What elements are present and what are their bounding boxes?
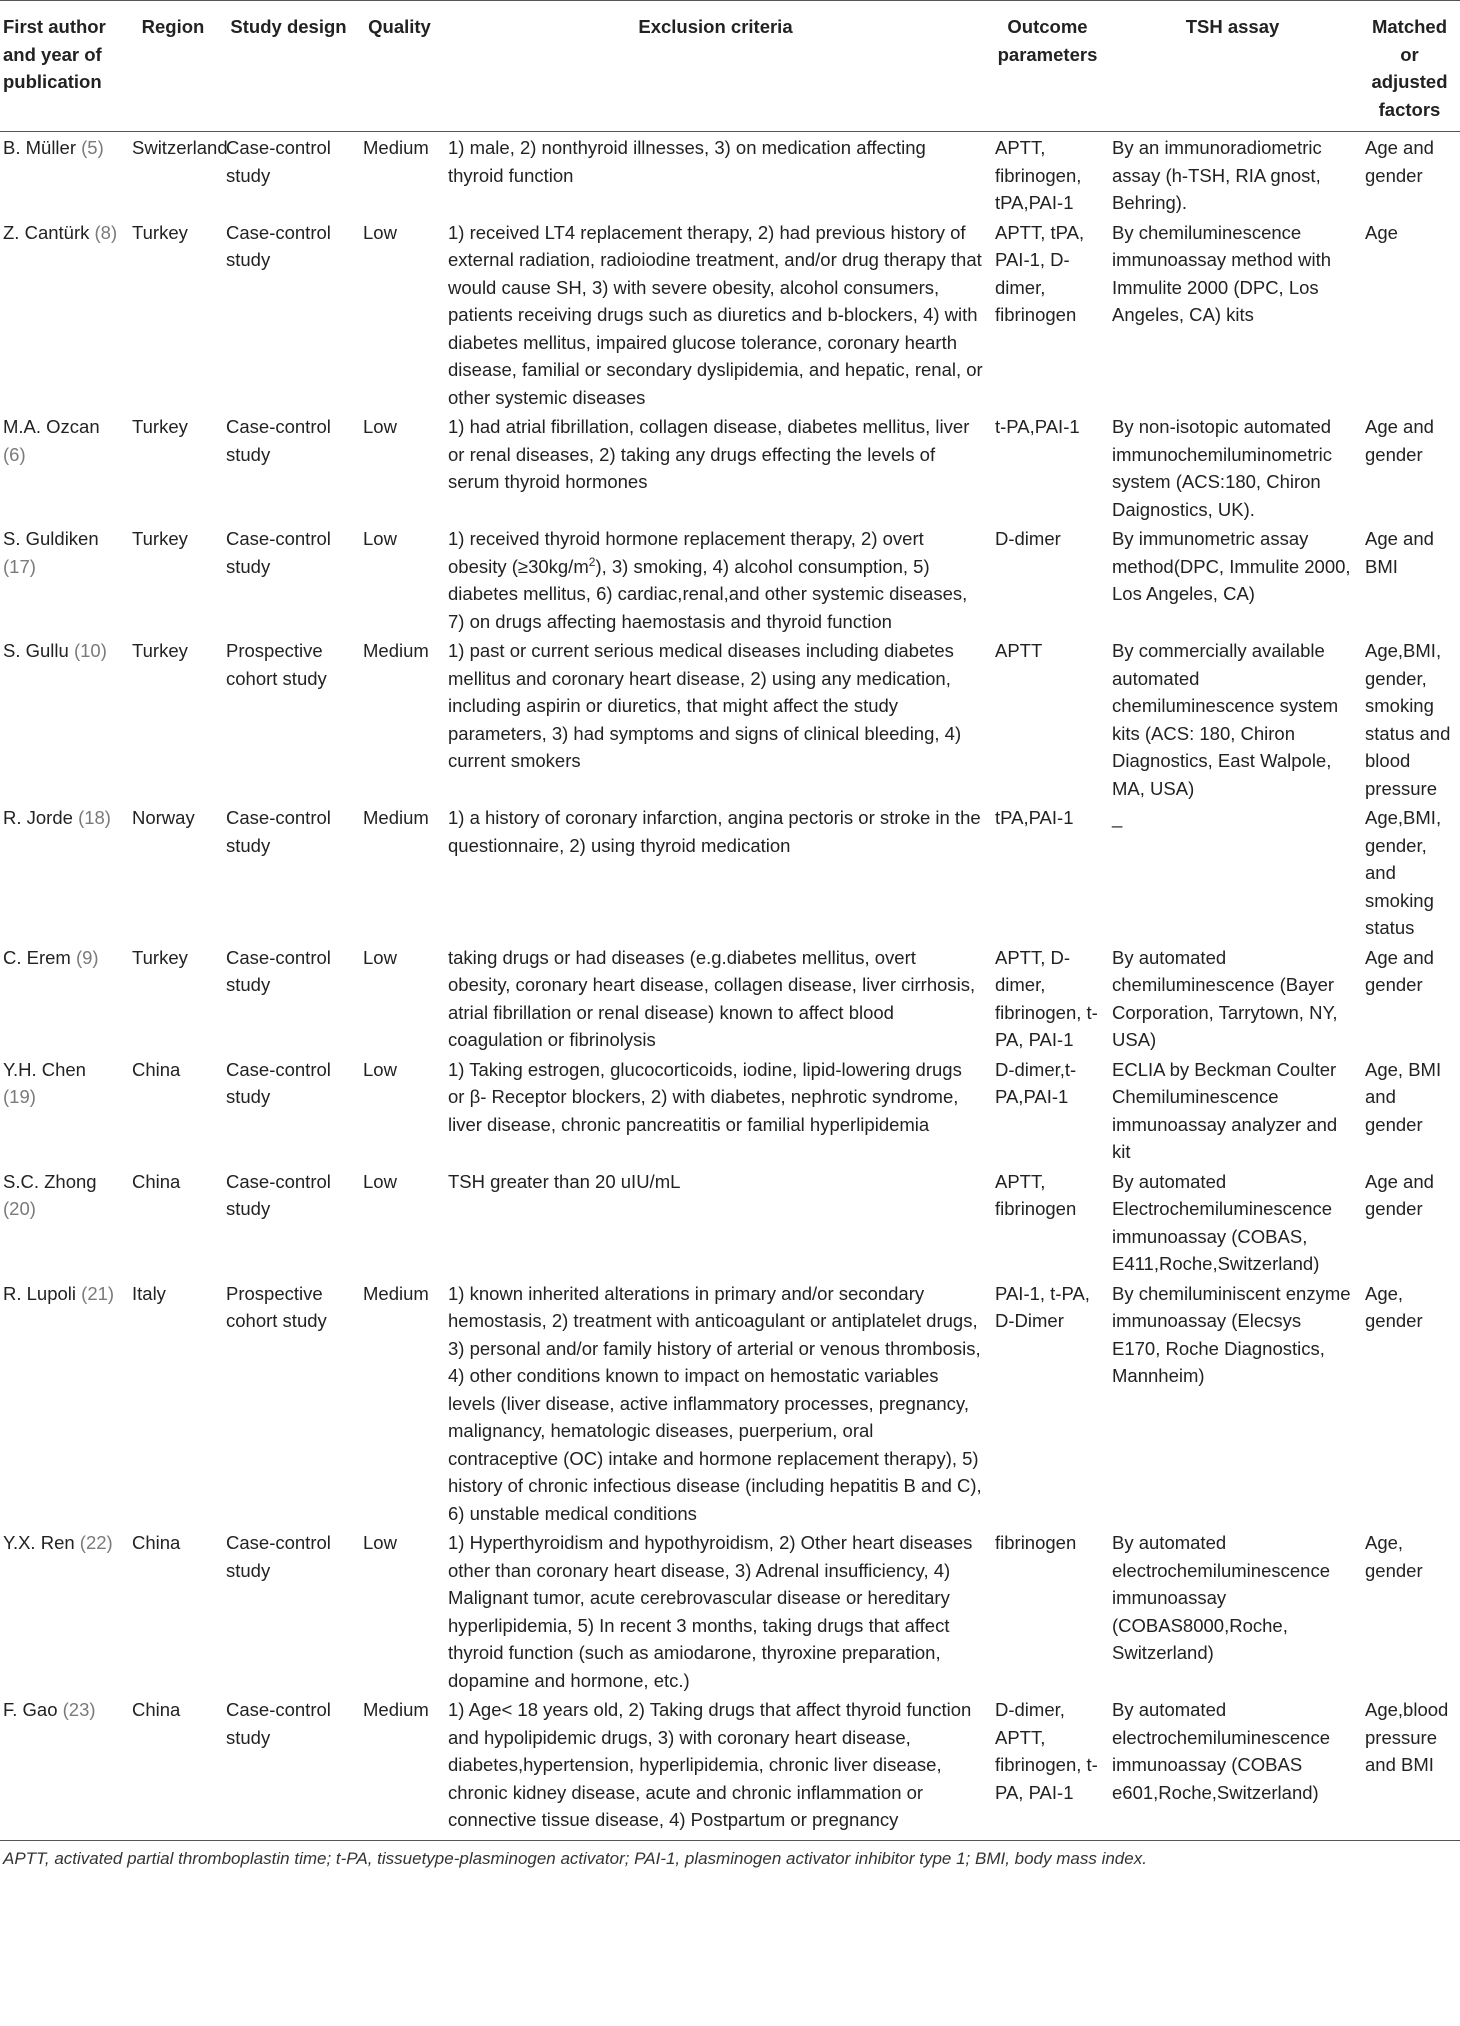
design-cell: Prospective cohort study (226, 1282, 327, 1331)
region-cell: Turkey (132, 416, 188, 437)
design-cell: Case-control study (226, 946, 331, 995)
quality-cell: Medium (363, 640, 429, 661)
reference-link[interactable]: (20) (3, 1198, 36, 1219)
header-author: First author and year of publication (3, 16, 106, 92)
region-cell: Turkey (132, 221, 188, 243)
outcome-cell: APTT, fibrinogen, tPA,PAI-1 (995, 137, 1082, 213)
table-row (0, 1694, 1460, 1840)
quality-cell: Low (363, 528, 397, 549)
author-name: Y.H. Chen (3, 1058, 86, 1080)
reference-link[interactable]: (9) (75, 946, 99, 968)
header-outcome: Outcome parameters (997, 16, 1098, 65)
reference-link[interactable]: (5) (81, 137, 104, 158)
author-cell (0, 132, 126, 217)
author-name: M.A. Ozcan (3, 416, 100, 437)
exclusion-cell: 1) received LT4 replacement therapy, 2) had previous history of external radiation, radioiodine treatment, and/or drug therapy that would cause SH, 3) with severe obesity, alcohol consumers, patients receiving drugs such as diuretics and b-blockers, 4) with diabetes mellitus, impaired glucose tolerance, coronary hearth disease, familial or secondary dyslipidemia, and hepatic, renal, or other systemic diseases (448, 221, 983, 408)
region-cell: Turkey (132, 946, 188, 968)
quality-cell: Low (363, 946, 397, 968)
header-tsh: TSH assay (1185, 16, 1280, 37)
reference-link[interactable]: (21) (81, 1282, 115, 1304)
author-name: F. Gao (3, 1699, 58, 1720)
reference-link[interactable]: (10) (73, 640, 107, 661)
table-footnote: APTT, activated partial thromboplastin time; t-PA, tissuetype-plasminogen activator; PAI-1, plasminogen activator inhibitor type 1; BMI, body mass index. (3, 1848, 1147, 1868)
design-cell: Case-control study (226, 137, 331, 186)
author-cell (0, 1527, 126, 1694)
author-name: S. Gullu (3, 640, 69, 661)
region-cell: China (132, 1058, 181, 1080)
matched-cell: Age, gender (1365, 1532, 1423, 1581)
design-cell: Case-control study (226, 1699, 331, 1748)
quality-cell: Low (363, 416, 397, 437)
exclusion-cell: 1) Age< 18 years old, 2) Taking drugs that affect thyroid function and hypolipidemic drugs, 3) with coronary heart disease, diabetes,hypertension, hyperlipidemia, chronic liver disease, chronic kidney disease, acute and chronic inflammation or connective tissue disease, 4) Postpartum or pregnancy (448, 1699, 972, 1830)
table-row (0, 1054, 1460, 1166)
exclusion-cell: TSH greater than 20 uIU/mL (448, 1170, 681, 1192)
outcome-cell: D-dimer (995, 528, 1061, 549)
table-row (0, 1527, 1460, 1694)
exclusion-cell: 1) Hyperthyroidism and hypothyroidism, 2) Other heart diseases other than coronary heart disease, 3) Adrenal insufficiency, 4) Malignant tumor, acute cerebrovascular disease or hereditary hyperlipidemia, 5) In recent 3 months, taking drugs that affect thyroid function (such as amiodarone, thyroxine preparation, dopamine and hormone, etc.) (448, 1532, 973, 1691)
tsh-cell: By automated chemiluminescence (Bayer Corporation, Tarrytown, NY, USA) (1112, 946, 1338, 1050)
table-row (0, 411, 1460, 523)
matched-cell: Age, BMI and gender (1365, 1058, 1442, 1135)
outcome-cell: t-PA,PAI-1 (995, 416, 1080, 437)
header-exclusion: Exclusion criteria (638, 16, 793, 37)
matched-cell: Age,BMI, gender, and smoking status (1365, 807, 1442, 938)
outcome-cell: APTT (995, 640, 1043, 661)
design-cell: Case-control study (226, 416, 331, 465)
table-row (0, 132, 1460, 217)
table-row (0, 802, 1460, 942)
author-cell (0, 1694, 126, 1840)
author-name: S. Guldiken (3, 528, 99, 549)
matched-cell: Age and gender (1365, 946, 1434, 995)
author-cell (0, 523, 126, 635)
tsh-cell: By automated electrochemiluminescence immunoassay (COBAS e601,Roche,Switzerland) (1112, 1699, 1330, 1803)
author-cell (0, 635, 126, 802)
author-cell (0, 411, 126, 523)
region-cell: Norway (132, 807, 195, 828)
header-row (0, 1, 1460, 132)
reference-link[interactable]: (17) (3, 555, 36, 577)
matched-cell: Age and gender (1365, 137, 1434, 186)
outcome-cell: fibrinogen (995, 1532, 1077, 1553)
reference-link[interactable]: (23) (62, 1699, 96, 1720)
region-cell: Turkey (132, 528, 188, 549)
region-cell: Italy (132, 1282, 166, 1304)
quality-cell: Low (363, 221, 397, 243)
region-cell: China (132, 1170, 181, 1192)
tsh-cell: By chemiluminescence immunoassay method with Immulite 2000 (DPC, Los Angeles, CA) kits (1112, 221, 1332, 325)
exclusion-cell: 1) known inherited alterations in primary and/or secondary hemostasis, 2) treatment with anticoagulant or antiplatelet drugs, 3) personal and/or family history of arterial or venous thrombosis, 4) other conditions known to impact on hemostatic variables levels (liver disease, active inflammatory processes, pregnancy, malignancy, hematologic diseases, puerperium, oral contraceptive (OC) intake and hormone replacement therapy), 5) history of chronic infectious disease (including hepatitis B and C), 6) unstable medical conditions (448, 1282, 982, 1524)
design-cell: Prospective cohort study (226, 640, 327, 689)
reference-link[interactable]: (22) (79, 1532, 113, 1553)
table-row (0, 523, 1460, 635)
exclusion-cell: taking drugs or had diseases (e.g.diabetes mellitus, overt obesity, coronary heart disease, collagen disease, liver cirrhosis, atrial fibrillation or renal disease) known to affect blood coagulation or fibrinolysis (448, 946, 976, 1050)
quality-cell: Low (363, 1532, 397, 1553)
tsh-cell: By non-isotopic automated immunochemiluminometric system (ACS:180, Chiron Daignostics, UK). (1112, 416, 1333, 520)
header-matched: Matched or adjusted factors (1371, 16, 1448, 120)
matched-cell: Age,BMI, gender, smoking status and blood pressure (1365, 640, 1451, 799)
author-name: S.C. Zhong (3, 1170, 97, 1192)
outcome-cell: APTT, D-dimer, fibrinogen, t-PA, PAI-1 (995, 946, 1098, 1050)
reference-link[interactable]: (18) (78, 807, 111, 828)
tsh-cell: By commercially available automated chemiluminescence system kits (ACS: 180, Chiron Diagnostics, East Walpole, MA, USA) (1112, 640, 1339, 799)
author-cell (0, 1166, 126, 1278)
outcome-cell: D-dimer, APTT, fibrinogen, t-PA, PAI-1 (995, 1699, 1098, 1803)
design-cell: Case-control study (226, 1532, 331, 1581)
outcome-cell: D-dimer,t-PA,PAI-1 (995, 1058, 1077, 1107)
quality-cell: Medium (363, 1282, 429, 1304)
design-cell: Case-control study (226, 528, 331, 577)
tsh-cell: _ (1112, 807, 1123, 828)
design-cell: Case-control study (226, 221, 331, 270)
matched-cell: Age and gender (1365, 1170, 1434, 1219)
region-cell: China (132, 1699, 181, 1720)
author-name: R. Jorde (3, 807, 73, 828)
table-row (0, 942, 1460, 1054)
outcome-cell: tPA,PAI-1 (995, 807, 1074, 828)
tsh-cell: By automated electrochemiluminescence immunoassay (COBAS8000,Roche, Switzerland) (1112, 1532, 1330, 1663)
tsh-cell: By automated Electrochemiluminescence immunoassay (COBAS, E411,Roche,Switzerland) (1112, 1170, 1333, 1274)
author-cell (0, 942, 126, 1054)
exclusion-text-part: ), 3) smoking, 4) alcohol consumption, 5) diabetes mellitus, 6) cardiac,renal,and other systemic diseases, 7) on drugs affecting haemostasis and thyroid function (448, 555, 968, 632)
author-name: R. Lupoli (3, 1282, 77, 1304)
quality-cell: Low (363, 1058, 397, 1080)
quality-cell: Medium (363, 807, 429, 828)
outcome-cell: APTT, tPA, PAI-1, D-dimer, fibrinogen (995, 221, 1085, 325)
quality-cell: Medium (363, 137, 429, 158)
tsh-cell: By an immunoradiometric assay (h-TSH, RIA gnost, Behring). (1112, 137, 1322, 213)
design-cell: Case-control study (226, 807, 331, 856)
reference-link[interactable]: (8) (94, 221, 118, 243)
region-cell: China (132, 1532, 181, 1553)
matched-cell: Age and gender (1365, 416, 1434, 465)
region-cell: Turkey (132, 640, 188, 661)
exclusion-cell (442, 523, 989, 635)
author-name: Y.X. Ren (3, 1532, 75, 1553)
matched-cell: Age (1365, 221, 1398, 243)
author-cell (0, 217, 126, 412)
table-row (0, 217, 1460, 412)
superscript: 2 (588, 554, 596, 569)
tsh-cell: By chemiluminiscent enzyme immunoassay (Elecsys E170, Roche Diagnostics, Mannheim) (1112, 1282, 1351, 1386)
tsh-cell: By immunometric assay method(DPC, Immulite 2000, Los Angeles, CA) (1112, 528, 1351, 604)
design-cell: Case-control study (226, 1058, 331, 1107)
reference-link[interactable]: (19) (3, 1086, 36, 1107)
exclusion-text-part: 1) received thyroid hormone replacement therapy, 2) overt obesity (≥30kg/m (448, 528, 924, 577)
tsh-cell: ECLIA by Beckman Coulter Chemiluminescence immunoassay analyzer and kit (1112, 1058, 1338, 1162)
outcome-cell: APTT, fibrinogen (995, 1170, 1077, 1219)
matched-cell: Age and BMI (1365, 528, 1434, 577)
author-cell (0, 802, 126, 942)
header-region: Region (141, 16, 205, 37)
author-name: C. Erem (3, 946, 71, 968)
region-cell: Switzerland (132, 137, 228, 158)
reference-link[interactable]: (6) (3, 443, 26, 465)
header-design: Study design (230, 16, 347, 37)
exclusion-cell: 1) Taking estrogen, glucocorticoids, iodine, lipid-lowering drugs or β- Receptor blockers, 2) with diabetes, nephrotic syndrome, liver disease, chronic pancreatitis or familial hyperlipidemia (448, 1058, 962, 1135)
author-cell (0, 1054, 126, 1166)
design-cell: Case-control study (226, 1170, 331, 1219)
table-row (0, 635, 1460, 802)
author-cell (0, 1278, 126, 1528)
exclusion-cell: 1) male, 2) nonthyroid illnesses, 3) on medication affecting thyroid function (448, 137, 926, 186)
matched-cell: Age, gender (1365, 1282, 1423, 1331)
author-name: Z. Cantürk (3, 221, 90, 243)
author-name: B. Müller (3, 137, 76, 158)
header-quality: Quality (368, 16, 431, 37)
exclusion-cell: 1) a history of coronary infarction, angina pectoris or stroke in the questionnaire, 2) using thyroid medication (448, 807, 981, 856)
table-row (0, 1166, 1460, 1278)
quality-cell: Low (363, 1170, 397, 1192)
outcome-cell: PAI-1, t-PA, D-Dimer (995, 1282, 1090, 1331)
exclusion-cell: 1) had atrial fibrillation, collagen disease, diabetes mellitus, liver or renal diseases, 2) taking any drugs effecting the levels of serum thyroid hormones (448, 416, 970, 492)
exclusion-cell: 1) past or current serious medical diseases including diabetes mellitus and coronary heart disease, 2) using any medication, including aspirin or diuretics, that might affect the study parameters, 3) had symptoms and signs of clinical bleeding, 4) current smokers (448, 640, 962, 771)
matched-cell: Age,blood pressure and BMI (1365, 1699, 1449, 1775)
table-row (0, 1278, 1460, 1528)
quality-cell: Medium (363, 1699, 429, 1720)
